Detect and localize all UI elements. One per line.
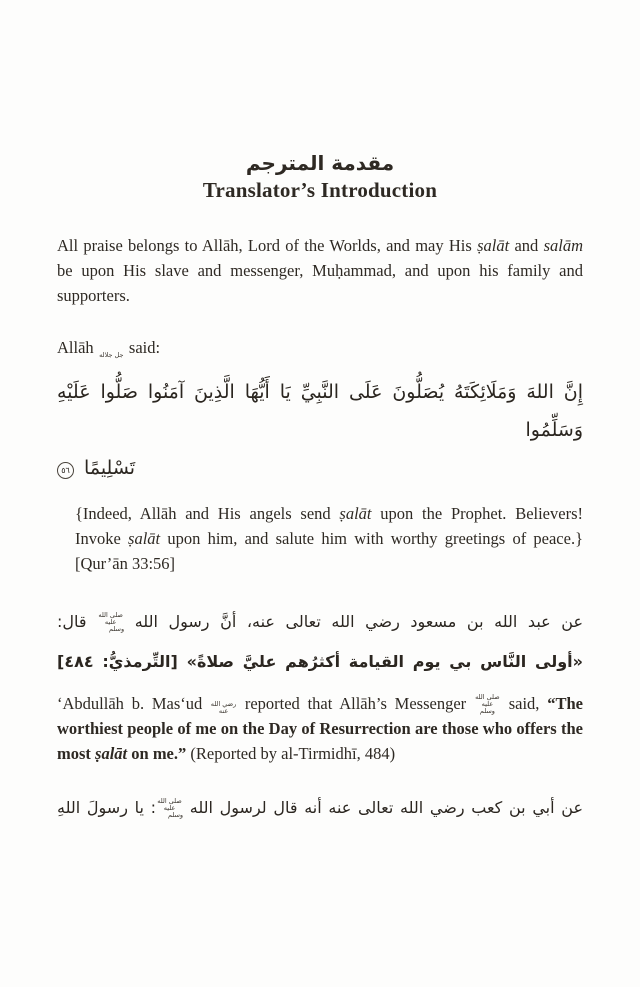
quran-verse-line-2 [57, 449, 583, 487]
hadith-isnad-line [57, 602, 583, 642]
text-run: «أولى النَّاس بي يوم القيامة أكثرُهم عليَّ صلاةً» [177, 652, 583, 671]
honorific-radiallahu-anhu-icon: رضي الله عنه [210, 700, 237, 715]
text-run: said: [124, 338, 161, 357]
honorific-jalla-jalaluhu-icon: جل جلاله [99, 351, 124, 359]
hadith-arabic [57, 602, 583, 682]
text-run: “The worthiest people of me on the Day of Resurrection are those who offers the most [57, 694, 583, 763]
text-run: ṣalāt [477, 236, 510, 255]
hadith-translation [57, 691, 583, 766]
text-run: ‘Abdullāh b. Mas‘ud [57, 694, 211, 713]
quran-verse-arabic [57, 373, 583, 487]
honorific-sallallahu-alayhi-wasallam-icon: صلى الله عليه وسلم [157, 797, 184, 819]
text-run: and [509, 236, 544, 255]
honorific-sallallahu-alayhi-wasallam-icon: صلى الله عليه وسلم [98, 611, 125, 633]
page-title-arabic: مقدمة المترجم [245, 151, 395, 175]
text-run: [التِّرمذيُّ: ٤٨٤] [57, 652, 178, 671]
text-run: عن عبد الله بن مسعود رضي الله تعالى عنه، أنَّ رسول الله [124, 612, 583, 631]
allah-said-line [57, 335, 583, 360]
text-run: (Reported by al-Tirmidhī, 484) [186, 744, 396, 763]
text-run: قال: [57, 612, 98, 631]
text-run: salām [543, 236, 583, 255]
text-run: ṣalāt [95, 744, 128, 763]
text-run: on me.” [127, 744, 187, 763]
text-run: said, [500, 694, 548, 713]
quran-verse-last-word: تَسْلِيمًا [84, 457, 136, 479]
text-run: Allāh [57, 338, 98, 357]
quran-translation [75, 501, 583, 576]
text-run: reported that Allāh’s Messenger [237, 694, 474, 713]
hadith-matn-line [57, 642, 583, 682]
text-run: be upon His slave and messenger, Muḥammad, and upon his family and supporters. [57, 261, 583, 305]
ayah-number-mark: ٥٦ [57, 462, 74, 479]
page-title-english: Translator’s Introduction [202, 178, 438, 202]
quran-verse-line-1: إِنَّ اللهَ وَمَلَائِكَتَهُ يُصَلُّونَ عَلَى النَّبِيِّ يَا أَيُّهَا الَّذِينَ آمَنُوا صَلُّوا عَلَيْهِ وَسَلِّمُوا [57, 381, 583, 441]
text-run: upon him, and salute him with worthy greetings of peace.} [Qur’ān 33:56] [75, 529, 583, 573]
text-run: All praise belongs to Allāh, Lord of the Worlds, and may His [57, 236, 478, 255]
intro-paragraph [57, 233, 583, 308]
honorific-sallallahu-alayhi-wasallam-icon: صلى الله عليه وسلم [475, 693, 500, 715]
text-run: ṣalāt [339, 504, 372, 523]
second-narration-arabic [57, 790, 583, 826]
text-run: upon the Prophet. Believers! Invoke [75, 504, 583, 548]
text-run: ṣalāt [128, 529, 161, 548]
text-run: : يا رسولَ اللهِ [57, 798, 157, 817]
text-run: {Indeed, Allāh and His angels send [75, 504, 340, 523]
text-run: عن أبي بن كعب رضي الله تعالى عنه أنه قال لرسول الله [183, 798, 583, 817]
